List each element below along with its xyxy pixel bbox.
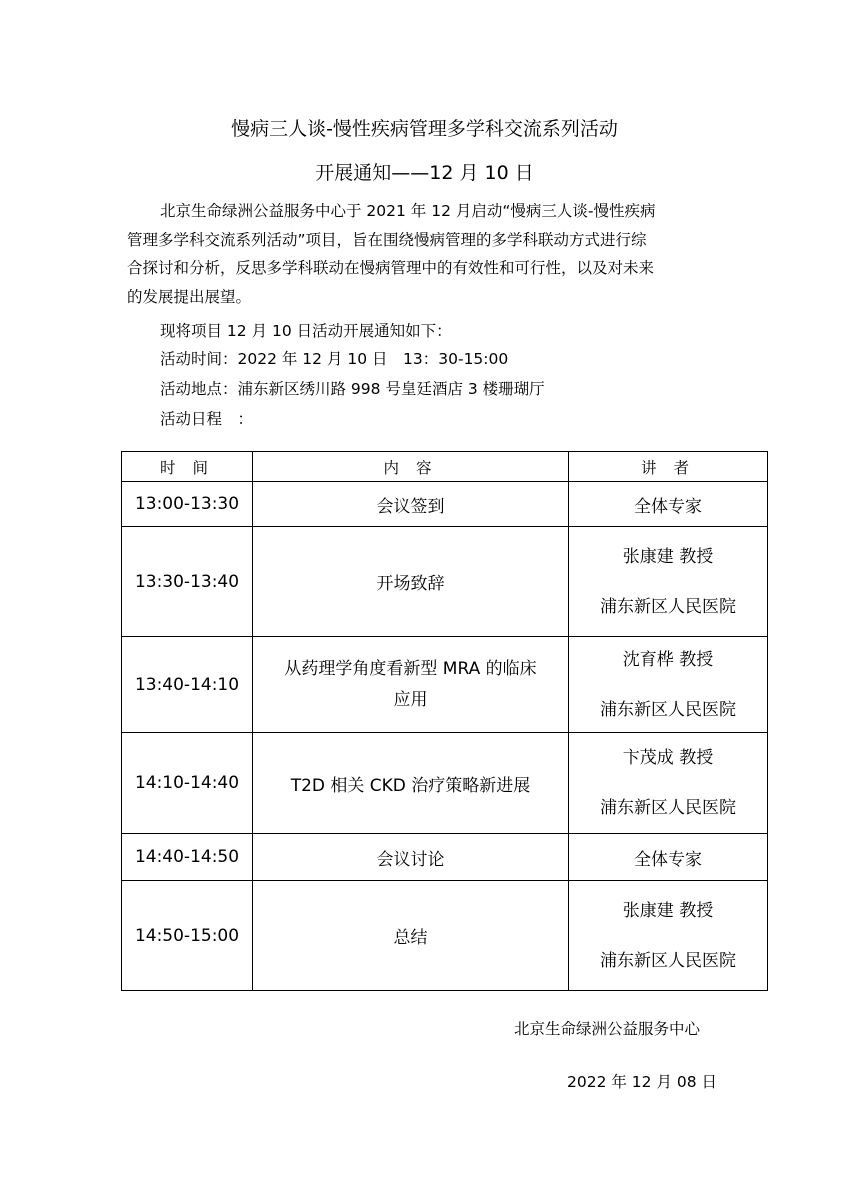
document-title-line-2: 开展通知——12 月 10 日 xyxy=(315,162,534,184)
intro-line: 的发展提出展望。 xyxy=(127,287,252,306)
table-row xyxy=(122,834,768,881)
speaker-org: 浦东新区人民医院 xyxy=(600,699,736,720)
table-row xyxy=(122,482,768,527)
cell-speaker xyxy=(569,733,768,834)
speaker-org: 浦东新区人民医院 xyxy=(600,798,736,818)
table-row xyxy=(122,881,768,991)
event-location: 活动地点：浦东新区绣川路 998 号皇廷酒店 3 楼珊瑚厅 xyxy=(160,380,545,398)
speaker-name: 卞茂成 教授 xyxy=(622,748,714,768)
notice-line: 现将项目 12 月 10 日活动开展通知如下： xyxy=(160,322,452,340)
cell-time: 14:10-14:40 xyxy=(122,733,253,834)
cell-content xyxy=(253,637,569,733)
intro-line: 北京生命绿洲公益服务中心于 2021 年 12 月启动“慢病三人谈-慢性疾病 xyxy=(160,202,656,220)
cell-content: T2D 相关 CKD 治疗策略新进展 xyxy=(253,733,569,834)
cell-time: 13:40-14:10 xyxy=(122,637,253,733)
intro-paragraph xyxy=(127,197,727,311)
content-line: 从药理学角度看新型 MRA 的临床 xyxy=(284,658,537,679)
cell-speaker xyxy=(569,881,768,991)
cell-speaker: 全体专家 xyxy=(569,834,768,881)
cell-speaker xyxy=(569,637,768,733)
table-row xyxy=(122,733,768,834)
cell-content: 总结 xyxy=(253,881,569,991)
header-speaker: 讲 者 xyxy=(569,452,768,482)
intro-line: 管理多学科交流系列活动”项目，旨在围绕慢病管理的多学科联动方式进行综 xyxy=(127,230,647,249)
speaker-org: 浦东新区人民医院 xyxy=(600,950,736,971)
cell-content: 会议签到 xyxy=(253,482,569,527)
table-row xyxy=(122,527,768,637)
cell-time: 14:50-15:00 xyxy=(122,881,253,991)
header-content: 内 容 xyxy=(253,452,569,482)
cell-time: 14:40-14:50 xyxy=(122,834,253,881)
cell-speaker: 全体专家 xyxy=(569,482,768,527)
table-header-row xyxy=(122,452,768,482)
speaker-name: 沈育桦 教授 xyxy=(622,649,714,670)
schedule-label: 活动日程 ： xyxy=(160,410,254,428)
cell-time: 13:30-13:40 xyxy=(122,527,253,637)
cell-content: 开场致辞 xyxy=(253,527,569,637)
cell-speaker xyxy=(569,527,768,637)
intro-line: 合探讨和分析，反思多学科联动在慢病管理中的有效性和可行性，以及对未来 xyxy=(127,259,655,277)
header-time: 时 间 xyxy=(122,452,253,482)
table-row xyxy=(122,637,768,733)
speaker-org: 浦东新区人民医院 xyxy=(600,596,736,617)
schedule-table xyxy=(121,451,768,991)
event-time: 活动时间：2022 年 12 月 10 日 13：30-15:00 xyxy=(160,350,509,368)
cell-time: 13:00-13:30 xyxy=(122,482,253,527)
footer-date: 2022 年 12 月 08 日 xyxy=(567,1073,718,1091)
document-title-line-1: 慢病三人谈-慢性疾病管理多学科交流系列活动 xyxy=(231,118,618,140)
speaker-name: 张康建 教授 xyxy=(622,900,714,921)
footer-organization: 北京生命绿洲公益服务中心 xyxy=(514,1020,701,1038)
content-line: 应用 xyxy=(393,689,428,710)
cell-content: 会议讨论 xyxy=(253,834,569,881)
speaker-name: 张康建 教授 xyxy=(622,546,714,567)
